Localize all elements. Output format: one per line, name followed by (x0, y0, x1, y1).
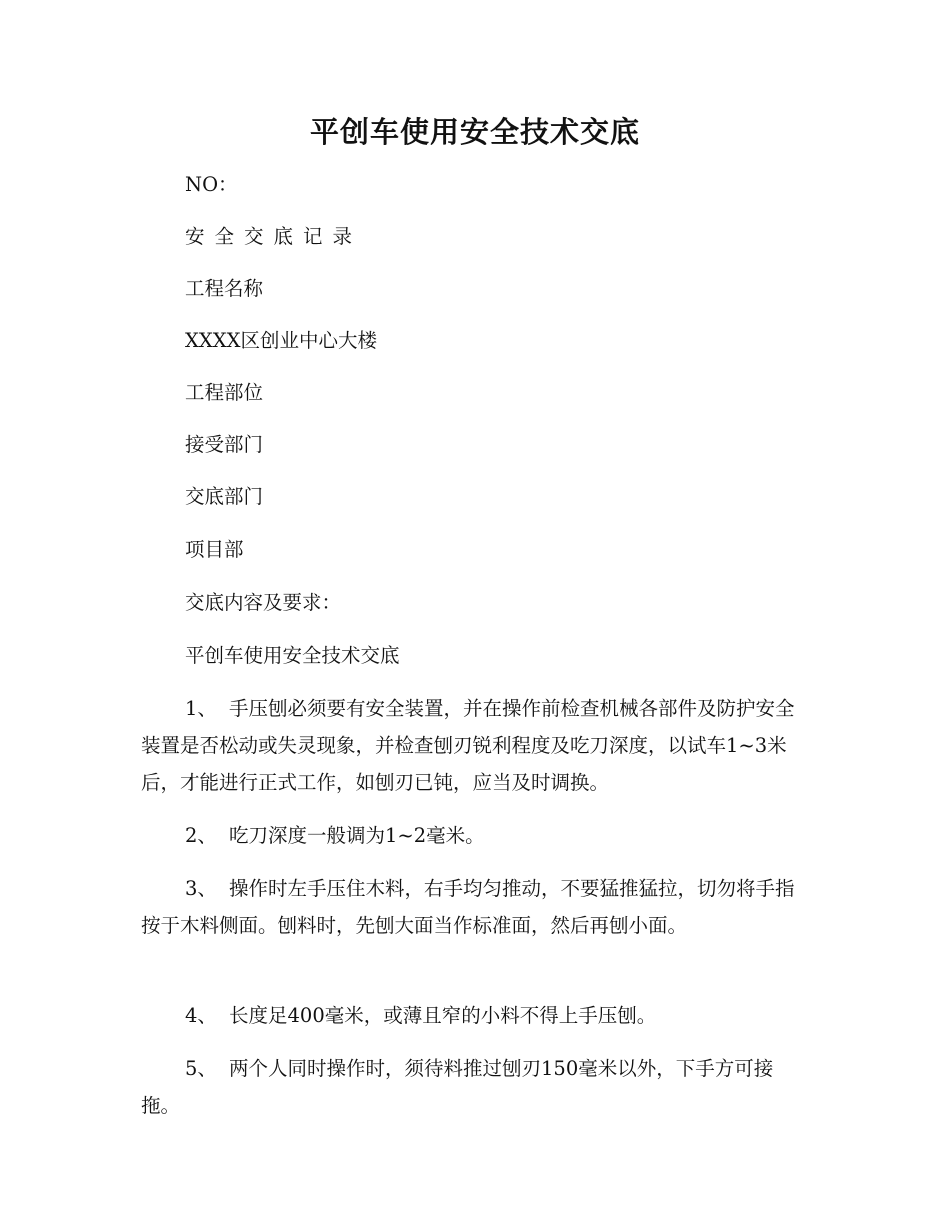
document-title: 平创车使用安全技术交底 (309, 115, 640, 149)
content-label: 交底内容及要求： (185, 591, 342, 614)
project-name-value: XXXX区创业中心大楼 (185, 329, 378, 352)
list-item (141, 870, 801, 944)
item-text: 操作时左手压住木料，右手均匀推动，不要猛推猛拉，切勿将手指按于木料侧面。刨料时，先刨大面当作标准面，然后再刨小面。 (141, 877, 795, 937)
item-number: 5、 (185, 1057, 217, 1080)
item-number: 3、 (185, 877, 217, 900)
project-name-label: 工程名称 (185, 277, 264, 300)
list-item (141, 997, 801, 1034)
record-heading: 安全交底记录 (185, 225, 363, 248)
content-title: 平创车使用安全技术交底 (185, 644, 400, 667)
item-text: 吃刀深度一般调为1~2毫米。 (229, 824, 485, 847)
no-label: NO： (185, 173, 238, 196)
item-number: 2、 (185, 824, 217, 847)
list-item (141, 817, 801, 854)
receiving-dept-label: 接受部门 (185, 433, 264, 456)
project-part-label: 工程部位 (185, 381, 264, 404)
item-text: 两个人同时操作时，须待料推过刨刃150毫米以外，下手方可接拖。 (141, 1057, 774, 1117)
item-text: 长度足400毫米，或薄且窄的小料不得上手压刨。 (229, 1004, 657, 1027)
issuing-dept-label: 交底部门 (185, 485, 264, 508)
list-item (141, 1050, 801, 1124)
item-number: 1、 (185, 697, 217, 720)
issuing-dept-value: 项目部 (185, 538, 244, 561)
item-text: 手压刨必须要有安全装置，并在操作前检查机械各部件及防护安全装置是否松动或失灵现象，并检查刨刃锐利程度及吃刀深度，以试车1~3米后，才能进行正式工作，如刨刃已钝，应当及时调换。 (141, 697, 795, 794)
list-item (141, 690, 801, 801)
item-number: 4、 (185, 1004, 217, 1027)
